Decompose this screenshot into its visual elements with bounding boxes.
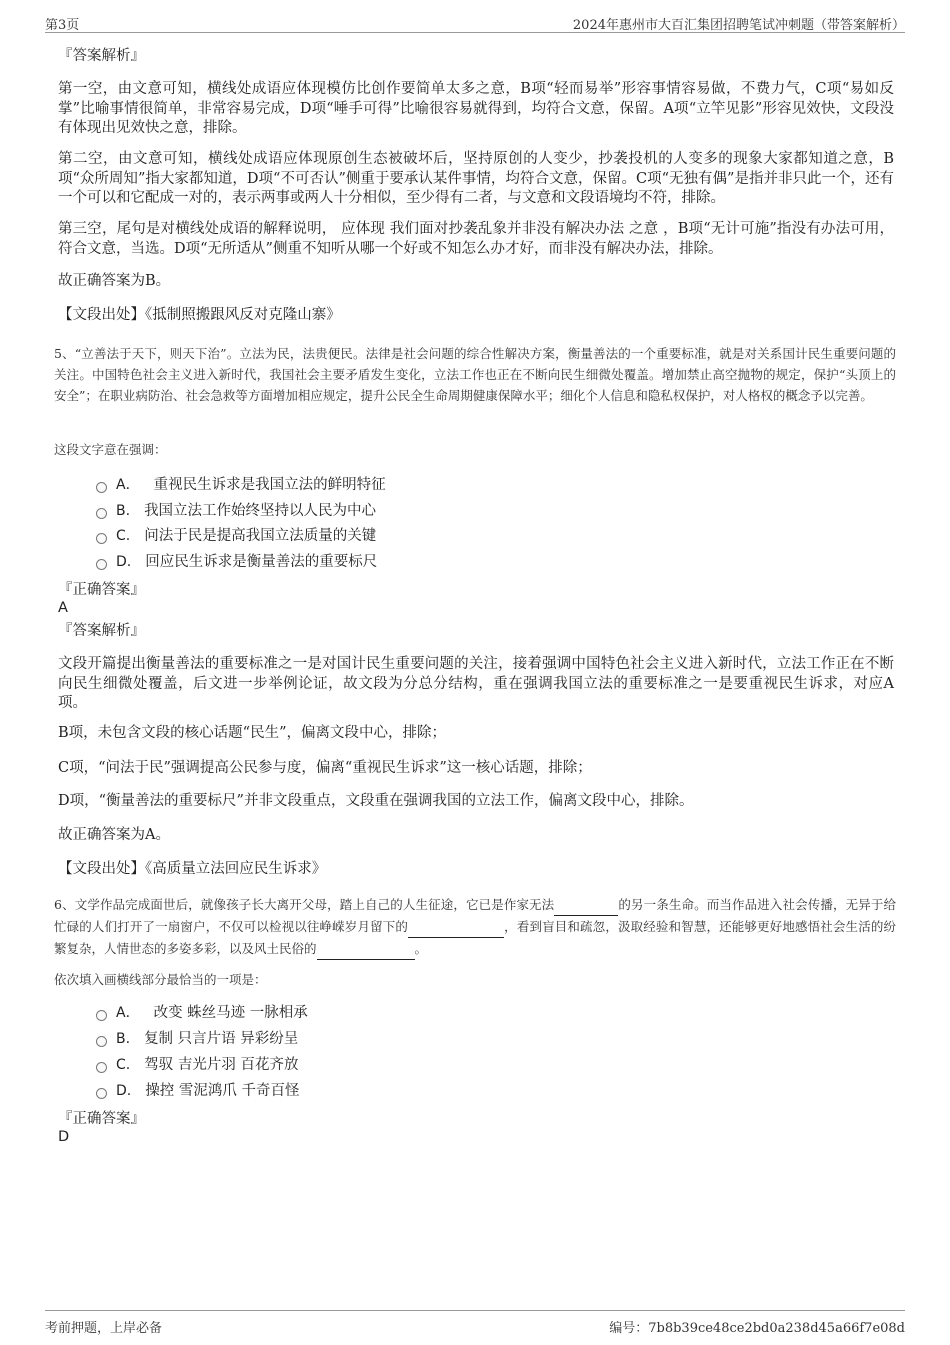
option-text: 回应民生诉求是衡量善法的重要标尺 [145,554,378,570]
q5-analysis-label: 『答案解析』 [58,623,145,639]
option-text: 我国立法工作始终坚持以人民为中心 [144,503,377,519]
q6-prompt: 依次填入画横线部分最恰当的一项是： [54,972,267,987]
page-number: 第3页 [45,18,80,33]
footer-slogan: 考前押题，上岸必备 [45,1321,163,1336]
option-text: 问法于民是提高我国立法质量的关键 [144,528,377,544]
radio-icon[interactable] [96,533,107,544]
q6-option-a[interactable] [96,1002,308,1024]
option-letter: C. [116,528,131,544]
option-letter: C. [116,1057,131,1073]
q5-option-b[interactable] [96,500,376,522]
option-text: 复制 只言片语 异彩纷呈 [144,1031,299,1047]
q6-answer-label: 『正确答案』 [58,1111,145,1127]
document-title: 2024年惠州市大百汇集团招聘笔试冲刺题（带答案解析） [572,18,905,33]
q5-analysis-paragraph-3: C项，“问法于民”强调提高公民参与度，偏离“重视民生诉求”这一核心话题，排除； [58,760,592,776]
q4-analysis-paragraph-1: 第一空，由文意可知，横线处成语应体现模仿比创作要简单太多之意，B项“轻而易举”形容事情容易做，不费力气，C项“易如反掌”比喻事情很简单，非常容易完成，D项“唾手可得”比喻很容易就得到，均符合文意，保留。A项“立竿见影”形容见效快，文段没有体现出见效快之意，排除。 [58,81,894,136]
q5-source: 【文段出处】《高质量立法回应民生诉求》 [58,861,327,877]
q5-analysis-conclusion: 故正确答案为A。 [58,827,170,843]
q6-option-d[interactable] [96,1080,299,1102]
option-letter: A． [116,477,140,493]
document-code: 编号：7b8b39ce48ce2bd0a238d45a66f7e08d [609,1321,905,1336]
option-letter: D. [116,1083,132,1099]
q5-option-d[interactable] [96,551,377,573]
page-footer [45,1310,905,1337]
q5-prompt: 这段文字意在强调： [54,442,167,457]
radio-icon[interactable] [96,1010,107,1021]
option-text: 操控 雪泥鸿爪 千奇百怪 [145,1083,300,1099]
option-text: 重视民生诉求是我国立法的鲜明特征 [153,477,386,493]
q5-analysis-paragraph-2: B项，未包含文段的核心话题“民生”，偏离文段中心，排除； [58,725,446,741]
radio-icon[interactable] [96,508,107,519]
q6-answer-value: D [58,1129,70,1145]
q5-analysis-paragraph-4: D项，“衡量善法的重要标尺”并非文段重点，文段重在强调我国的立法工作，偏离文段中心，排除。 [58,793,694,809]
q5-answer-label: 『正确答案』 [58,582,145,598]
radio-icon[interactable] [96,1088,107,1099]
radio-icon[interactable] [96,1062,107,1073]
option-letter: B. [116,1031,131,1047]
q4-source: 【文段出处】《抵制照搬跟风反对克隆山寨》 [58,307,341,323]
q6-blank-3 [317,938,415,960]
option-letter: A． [116,1005,140,1021]
q4-analysis-paragraph-2: 第二空，由文意可知，横线处成语应体现原创生态被破坏后，坚持原创的人变少，抄袭投机的人变多的现象大家都知道之意，B项“众所周知”指大家都知道，D项“不可否认”侧重于要承认某件事情，均符合文意，保留。C项“无独有偶”是指并非只此一个，还有一个可以和它配成一对的，表示两事或两人十分相似，至少得有二者，与文意和文段语境均不符，排除。 [58,151,894,206]
q5-answer-value: A [58,600,68,616]
q6-blank-2 [408,916,504,938]
option-text: 改变 蛛丝马迹 一脉相承 [153,1005,308,1021]
q4-analysis-label: 『答案解析』 [58,48,145,64]
q5-option-c[interactable] [96,525,376,547]
q6-text-part-4: 。 [414,941,428,956]
q5-option-a[interactable] [96,474,386,496]
q6-option-c[interactable] [96,1054,298,1076]
q6-question-text [54,894,896,960]
option-letter: B. [116,503,131,519]
q4-analysis-conclusion: 故正确答案为B。 [58,273,171,289]
q4-analysis-paragraph-3: 第三空，尾句是对横线处成语的解释说明， 应体现 我们面对抄袭乱象并非没有解决办法 之意 ，B项“无计可施”指没有办法可用，符合文意，当选。D项“无所适从”侧重不知听从哪一个好或不知怎么办才好，而非没有解决办法，排除。 [58,221,894,257]
q6-blank-1 [554,894,618,916]
q5-analysis-paragraph-1: 文段开篇提出衡量善法的重要标准之一是对国计民生重要问题的关注，接着强调中国特色社会主义进入新时代，立法工作正在不断向民生细微处覆盖，后文进一步举例论证，故文段为分总分结构，重在强调我国立法的重要标准之一是要重视民生诉求，对应A项。 [58,656,894,711]
q6-option-b[interactable] [96,1028,298,1050]
radio-icon[interactable] [96,482,107,493]
page-header [45,10,905,33]
option-text: 驾驭 吉光片羽 百花齐放 [144,1057,299,1073]
radio-icon[interactable] [96,1036,107,1047]
radio-icon[interactable] [96,559,107,570]
option-letter: D. [116,554,132,570]
q6-text-part-2: 的另一条生命。而当作品进入社会传播，无异于给忙碌的人们打开了一扇窗户，不仅可以检视以往峥嵘岁月留下的 [54,897,896,934]
q6-text-part-1: 6、文学作品完成面世后，就像孩子长大离开父母，踏上自己的人生征途，它已是作家无法 [54,897,555,912]
q6-text-part-3: ，看到盲目和疏忽，汲取经验和智慧，还能够更好地感悟社会生活的纷繁复杂，人情世态的多姿多彩，以及风土民俗的 [54,919,896,956]
q5-question-text: 5、“立善法于天下，则天下治”。立法为民，法贵便民。法律是社会问题的综合性解决方案，衡量善法的一个重要标准，就是对关系国计民生重要问题的关注。中国特色社会主义进入新时代，我国社会主要矛盾发生变化，立法工作也正在不断向民生细微处覆盖。增加禁止高空抛物的规定，保护“头顶上的安全”；在职业病防治、社会急救等方面增加相应规定，提升公民全生命周期健康保障水平；细化个人信息和隐私权保护，对人格权的概念予以完善。 [54,346,896,403]
